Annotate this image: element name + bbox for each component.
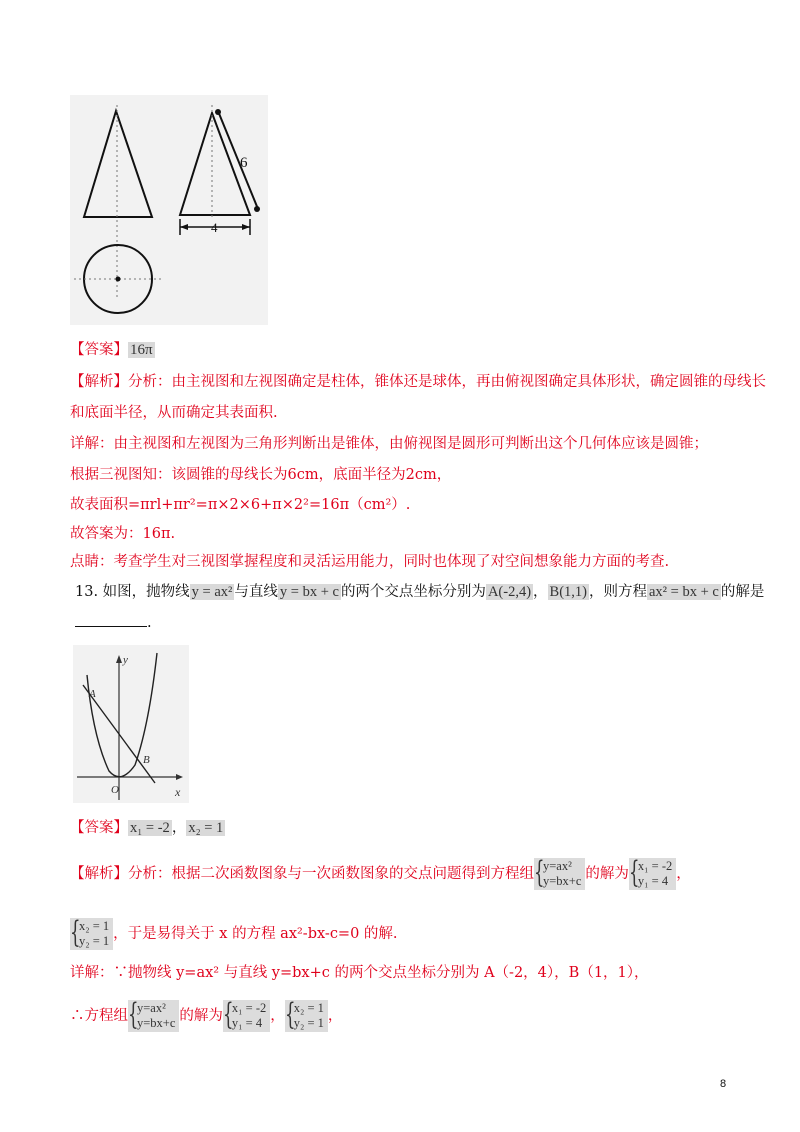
- q13-answer-line: 【答案】 x₁ = -2 ， x₂ = 1: [70, 820, 224, 836]
- equation-system-1: { y=ax² y=bx+c: [534, 858, 585, 890]
- blank-line: [75, 612, 147, 627]
- parabola-graph: [73, 645, 189, 803]
- point-b: B(1,1): [549, 584, 587, 600]
- analysis-tag: 【解析】: [70, 374, 128, 390]
- q12-analysis-line1: 【解析】分析：由主视图和左视图确定是柱体，锥体还是球体，再由俯视图确定具体形状，确定圆锥的母线长: [70, 374, 766, 390]
- q13-question: 13. 如图，抛物线 y = ax² 与直线 y = bx + c 的两个交点坐标分别为 A(-2,4) ， B(1,1) ，则方程 ax² = bx + c 的解是: [75, 584, 765, 600]
- page-number: 8: [720, 1078, 727, 1090]
- origin-label: O: [111, 784, 119, 796]
- equation-system-2: { y=ax² y=bx+c: [128, 1000, 179, 1032]
- point-b-label: B: [143, 754, 150, 766]
- base-length-label: 4: [211, 220, 218, 235]
- x-axis-label: x: [175, 785, 181, 799]
- q12-analysis-line2: 和底面半径，从而确定其表面积.: [70, 405, 278, 421]
- q12-answer-line: [70, 340, 155, 360]
- line-formula: y = bx + c: [279, 584, 339, 600]
- q12-detail-line2: 根据三视图知：该圆锥的母线长为6cm，底面半径为2cm，: [70, 467, 452, 483]
- three-views-figure: [70, 95, 268, 325]
- q12-detail-line1: 详解：由主视图和左视图为三角形判断出是锥体，由俯视图是圆形可判断出这个几何体应该是圆锥；: [70, 436, 708, 452]
- answer-tag: 【答案】: [70, 820, 128, 836]
- q13-analysis-cont: { x₂ = 1 y₂ = 1 ，于是易得关于 x 的方程 ax²-bx-c=0 的解.: [70, 918, 398, 950]
- q13-analysis-line: 【解析】分析：根据二次函数图象与一次函数图象的交点问题得到方程组 { y=ax² y=bx+c 的解为 { x₁ = -2 y₁ = 4 ，: [70, 858, 691, 890]
- q12-detail-line3: 故表面积=πrl+πr²=π×2×6+π×2²=16π（cm²）.: [70, 497, 411, 513]
- solution-x1: x₁ = -2: [130, 820, 170, 836]
- q13-answer-blank: .: [75, 612, 152, 633]
- slant-length-label: 6: [240, 155, 248, 171]
- solution-system-4: { x₂ = 1 y₂ = 1: [285, 1000, 328, 1032]
- solution-system-3: { x₁ = -2 y₁ = 4: [223, 1000, 270, 1032]
- answer-tag: 【答案】: [70, 342, 128, 358]
- q13-detail-line: 详解：∵抛物线 y=ax² 与直线 y=bx+c 的两个交点坐标分别为 A（-2，4），B（1，1），: [70, 965, 649, 981]
- solution-x2: x₂ = 1: [188, 820, 224, 836]
- point-a: A(-2,4): [487, 584, 532, 600]
- point-a-label: A: [89, 688, 96, 700]
- q12-comment-line: 点睛：考查学生对三视图掌握程度和灵活运用能力，同时也体现了对空间想象能力方面的考查.: [70, 554, 670, 570]
- answer-value: 16π: [130, 342, 153, 358]
- question-number: 13.: [75, 584, 99, 600]
- solution-system-1: { x₁ = -2 y₁ = 4: [629, 858, 676, 890]
- q13-therefore-line: ∴方程组 { y=ax² y=bx+c 的解为 { x₁ = -2 y₁ = 4 ， { x₂ = 1 y₂ = 1 ，: [70, 1000, 342, 1032]
- q12-detail-line4: 故答案为：16π.: [70, 526, 176, 542]
- equation: ax² = bx + c: [649, 584, 719, 600]
- analysis-tag: 【解析】: [70, 866, 128, 882]
- y-axis-label: y: [123, 654, 128, 666]
- solution-system-2: { x₂ = 1 y₂ = 1: [70, 918, 113, 950]
- parabola-formula: y = ax²: [191, 584, 233, 600]
